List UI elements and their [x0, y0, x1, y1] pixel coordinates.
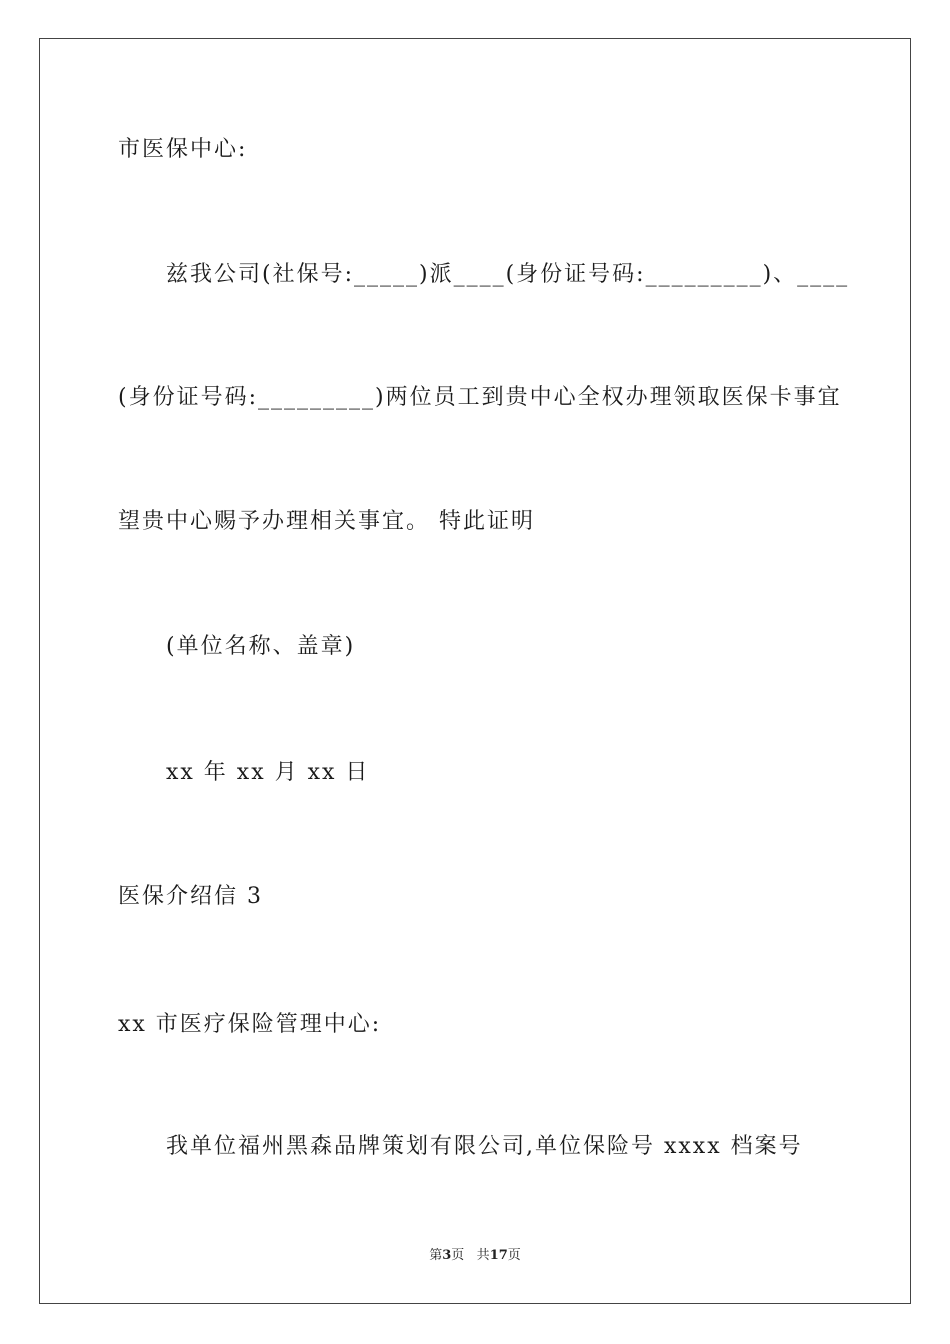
salutation: 市医保中心: — [118, 137, 248, 162]
page-border — [39, 38, 911, 1304]
page-footer — [0, 1247, 950, 1265]
footer-total-suffix: 页 — [507, 1248, 521, 1263]
date-line: xx 年 xx 月 xx 日 — [166, 760, 370, 785]
recipient-line: xx 市医疗保险管理中心: — [118, 1012, 382, 1037]
body-line-3: 望贵中心赐予办理相关事宜。 特此证明 — [118, 509, 535, 534]
footer-prefix: 第 — [429, 1248, 443, 1263]
body-line-4: 我单位福州黑森品牌策划有限公司,单位保险号 xxxx 档案号 — [166, 1134, 803, 1159]
section-heading: 医保介绍信 3 — [118, 884, 263, 909]
body-line-1: 兹我公司(社保号:_____)派____(身份证号码:_________)、____ — [166, 262, 850, 287]
footer-page-number: 3 — [442, 1248, 452, 1263]
signature-line: (单位名称、盖章) — [166, 634, 356, 659]
footer-page-suffix: 页 — [451, 1248, 465, 1263]
footer-total-pages: 17 — [489, 1248, 508, 1263]
body-line-2: (身份证号码:_________)两位员工到贵中心全权办理领取医保卡事宜 — [118, 385, 842, 410]
footer-total-prefix: 共 — [476, 1248, 490, 1263]
